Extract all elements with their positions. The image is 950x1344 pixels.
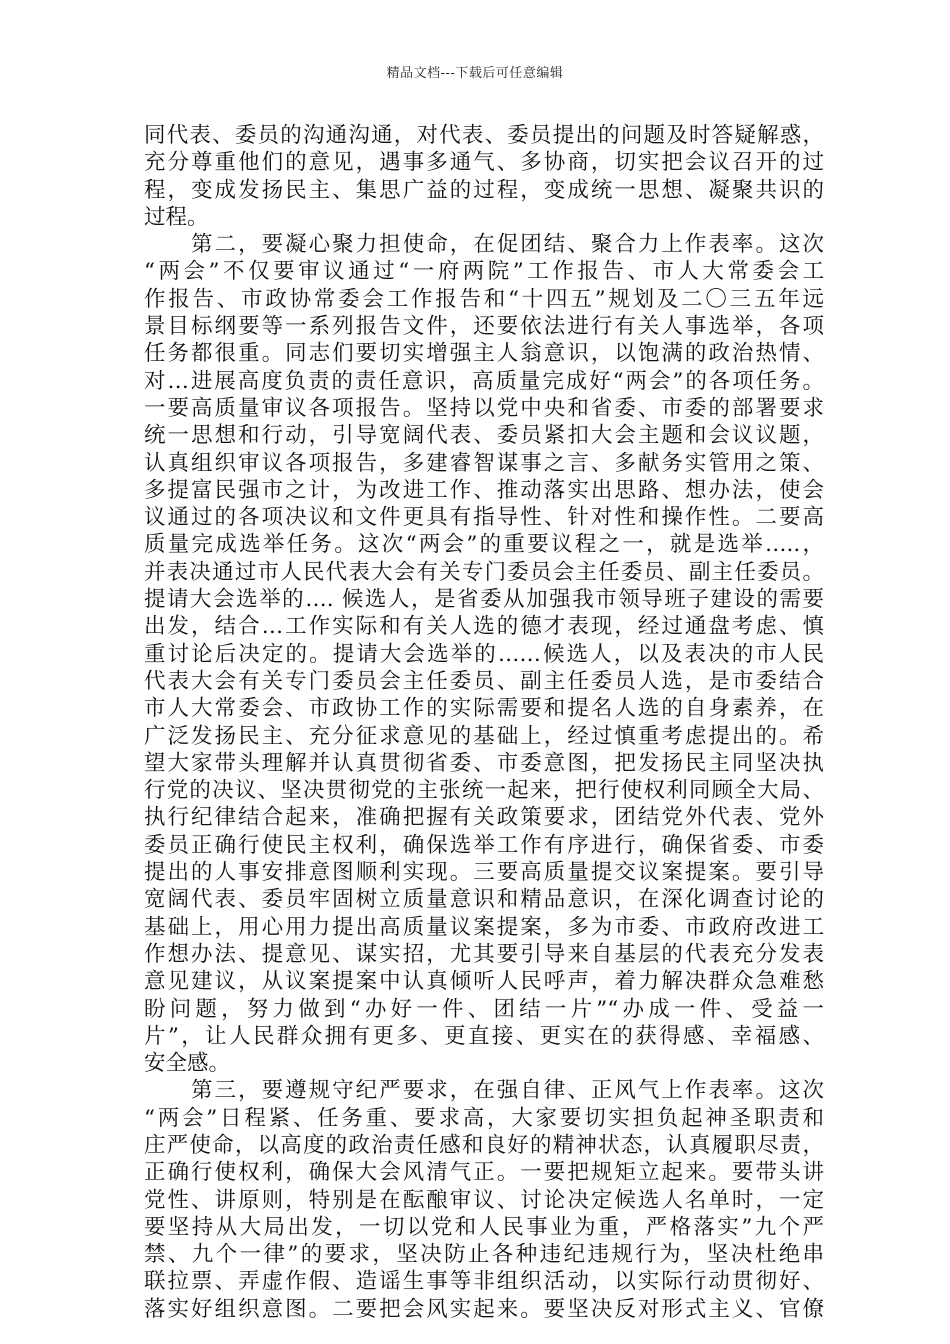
text-line: 同代表、委员的沟通沟通，对代表、委员提出的问题及时答疑解惑， [144,123,824,148]
text-line: “两会”日程紧、任务重、要求高，大家要切实担负起神圣职责和 [144,1105,824,1131]
text-line: 禁、九个一律”的要求，坚决防止各种违纪违规行为，坚决杜绝串 [144,1242,824,1268]
text-line: 作报告、市政协常委会工作报告和“十四五”规划及二〇三五年远 [144,286,824,312]
text-line: 认真组织审议各项报告，多建睿智谋事之言、多献务实管用之策、 [144,450,824,476]
text-line: 第三，要遵规守纪严要求，在强自律、正风气上作表率。这次 [144,1078,824,1104]
text-line: 质量完成选举任务。这次“两会”的重要议程之一，就是选举…..， [144,532,824,558]
text-line: 联拉票、弄虚作假、造谣生事等非组织活动，以实际行动贯彻好、 [144,1269,824,1295]
page-header: 精品文档---下载后可任意编辑 [386,66,564,81]
text-line: 程，变成发扬民主、集思广益的过程，变成统一思想、凝聚共识的 [144,177,824,203]
text-line: 庄严使命，以高度的政治责任感和良好的精神状态，认真履职尽责， [144,1132,824,1158]
text-line: 基础上，用心用力提出高质量议案提案，多为市委、市政府改进工 [144,914,824,940]
text-line: 望大家带头理解并认真贯彻省委、市委意图，把发扬民主同坚决执 [144,750,824,776]
text-line: 代表大会有关专门委员会主任委员、副主任委员人选，是市委结合 [144,668,824,694]
text-line: 党性、讲原则，特别是在酝酿审议、讨论决定候选人名单时，一定 [144,1187,824,1213]
text-line: 宽阔代表、委员牢固树立质量意识和精品意识，在深化调查讨论的 [144,887,824,913]
text-line: “两会”不仅要审议通过“一府两院”工作报告、市人大常委会工 [144,259,824,285]
document-body [144,122,824,1323]
text-line: 要坚持从大局出发，一切以党和人民事业为重，严格落实”九个严 [144,1214,824,1240]
text-line: 意见建议，从议案提案中认真倾听人民呼声，着力解决群众急难愁 [144,969,824,995]
text-line: 第二，要凝心聚力担使命，在促团结、聚合力上作表率。这次 [144,232,824,258]
text-line: 正确行使权利，确保大会风清气正。一要把规矩立起来。要带头讲 [144,1160,824,1186]
text-line: 议通过的各项决议和文件更具有指导性、针对性和操作性。二要高 [144,505,824,531]
text-line: 安全感。 [144,1051,231,1077]
text-line: 景目标纲要等一系列报告文件，还要依法进行有关人事选举，各项 [144,314,824,340]
text-line: 广泛发扬民主、充分征求意见的基础上，经过慎重考虑提出的。希 [144,723,824,749]
text-line: 作想办法、提意见、谋实招，尤其要引导来自基层的代表充分发表 [144,941,824,967]
text-line: 充分尊重他们的意见，遇事多通气、多协商，切实把会议召开的过 [144,150,824,176]
text-line: 并表决通过市人民代表大会有关专门委员会主任委员、副主任委员。 [144,559,824,585]
text-line: 重讨论后决定的。提请大会选举的……候选人，以及表决的市人民 [144,641,824,667]
text-line: 出发，结合…工作实际和有关人选的德才表现，经过通盘考虑、慎 [144,614,824,640]
text-line: 提请大会选举的…. 候选人，是省委从加强我市领导班子建设的需要 [144,587,824,613]
text-line: 多提富民强市之计，为改进工作、推动落实出思路、想办法，使会 [144,477,824,503]
text-line: 一要高质量审议各项报告。坚持以党中央和省委、市委的部署要求 [144,395,824,421]
text-line: 对…进展高度负责的责任意识，高质量完成好“两会”的各项任务。 [144,368,824,394]
text-line: 提出的人事安排意图顺利实现。三要高质量提交议案提案。要引导 [144,860,824,886]
text-line: 执行纪律结合起来，准确把握有关政策要求，团结党外代表、党外 [144,805,824,831]
text-line: 落实好组织意图。二要把会风实起来。要坚决反对形式主义、官僚 [144,1296,824,1322]
text-line: 统一思想和行动，引导宽阔代表、委员紧扣大会主题和会议议题， [144,423,824,449]
text-line: 片”，让人民群众拥有更多、更直接、更实在的获得感、幸福感、 [144,1023,824,1049]
text-line: 委员正确行使民主权利，确保选举工作有序进行，确保省委、市委 [144,832,824,858]
text-line: 任务都很重。同志们要切实增强主人翁意识，以饱满的政治热情、 [144,341,824,367]
text-line: 盼问题，努力做到“办好一件、团结一片”“办成一件、受益一 [144,996,824,1022]
text-line: 行党的决议、坚决贯彻党的主张统一起来，把行使权利同顾全大局、 [144,778,824,804]
text-line: 市人大常委会、市政协工作的实际需要和提名人选的自身素养，在 [144,696,824,722]
text-line: 过程。 [144,204,209,230]
